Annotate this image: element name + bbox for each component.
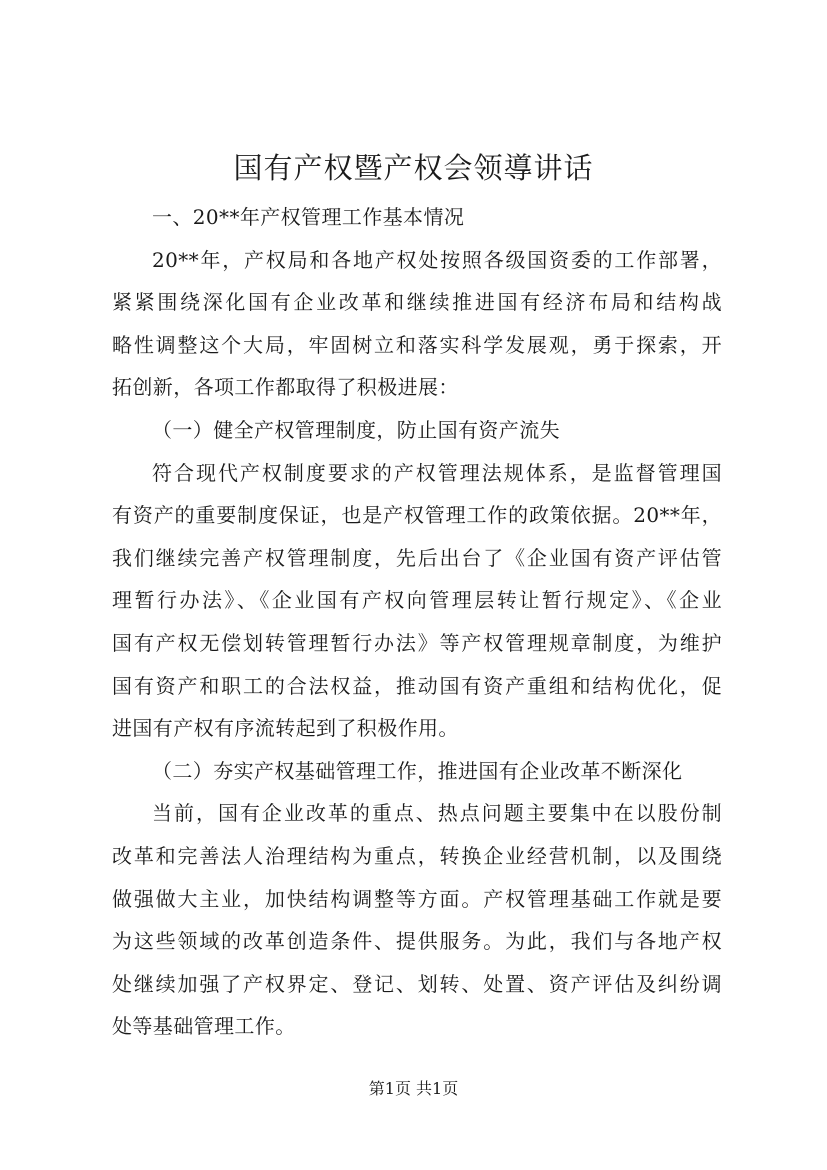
paragraph-line: 处继续加强了产权界定、登记、划转、处置、资产评估及纠纷调 [112,971,722,996]
subsection-heading: （一）健全产权管理制度，防止国有资产流失 [152,417,560,442]
document-body [112,196,722,1048]
paragraph-line: 改革和完善法人治理结构为重点，转换企业经营机制，以及围绕 [112,843,722,868]
paragraph-line: 国有产权无偿划转管理暂行办法》等产权管理规章制度，为维护 [112,630,722,655]
paragraph-line: 20**年，产权局和各地产权处按照各级国资委的工作部署， [152,247,722,272]
page-number: 第1页 共1页 [368,1079,459,1098]
paragraph-line: 略性调整这个大局，牢固树立和落实科学发展观，勇于探索，开 [112,332,722,357]
paragraph-line: 我们继续完善产权管理制度，先后出台了《企业国有资产评估管 [112,545,722,570]
section-heading: 一、20**年产权管理工作基本情况 [152,205,465,229]
subsection-heading: （二）夯实产权基础管理工作，推进国有企业改革不断深化 [152,758,683,783]
paragraph-line: 当前，国有企业改革的重点、热点问题主要集中在以股份制 [152,801,722,826]
paragraph-line: 有资产的重要制度保证，也是产权管理工作的政策依据。20**年， [112,503,722,528]
paragraph-line: 拓创新，各项工作都取得了积极进展： [112,375,459,400]
paragraph-line: 进国有产权有序流转起到了积极作用。 [112,716,459,741]
paragraph-line: 符合现代产权制度要求的产权管理法规体系，是监督管理国 [152,460,722,485]
paragraph-line: 做强做大主业，加快结构调整等方面。产权管理基础工作就是要 [112,886,722,911]
paragraph-line: 紧紧围绕深化国有企业改革和继续推进国有经济布局和结构战 [112,290,722,315]
paragraph-line: 处等基础管理工作。 [112,1014,296,1039]
paragraph-line: 国有资产和职工的合法权益，推动国有资产重组和结构优化，促 [112,673,722,698]
document-title: 国有产权暨产权会领導讲话 [233,151,594,185]
paragraph-line: 理暂行办法》、《企业国有产权向管理层转让暂行规定》、《企业 [112,588,722,613]
paragraph-line: 为这些领域的改革创造条件、提供服务。为此，我们与各地产权 [112,929,722,954]
